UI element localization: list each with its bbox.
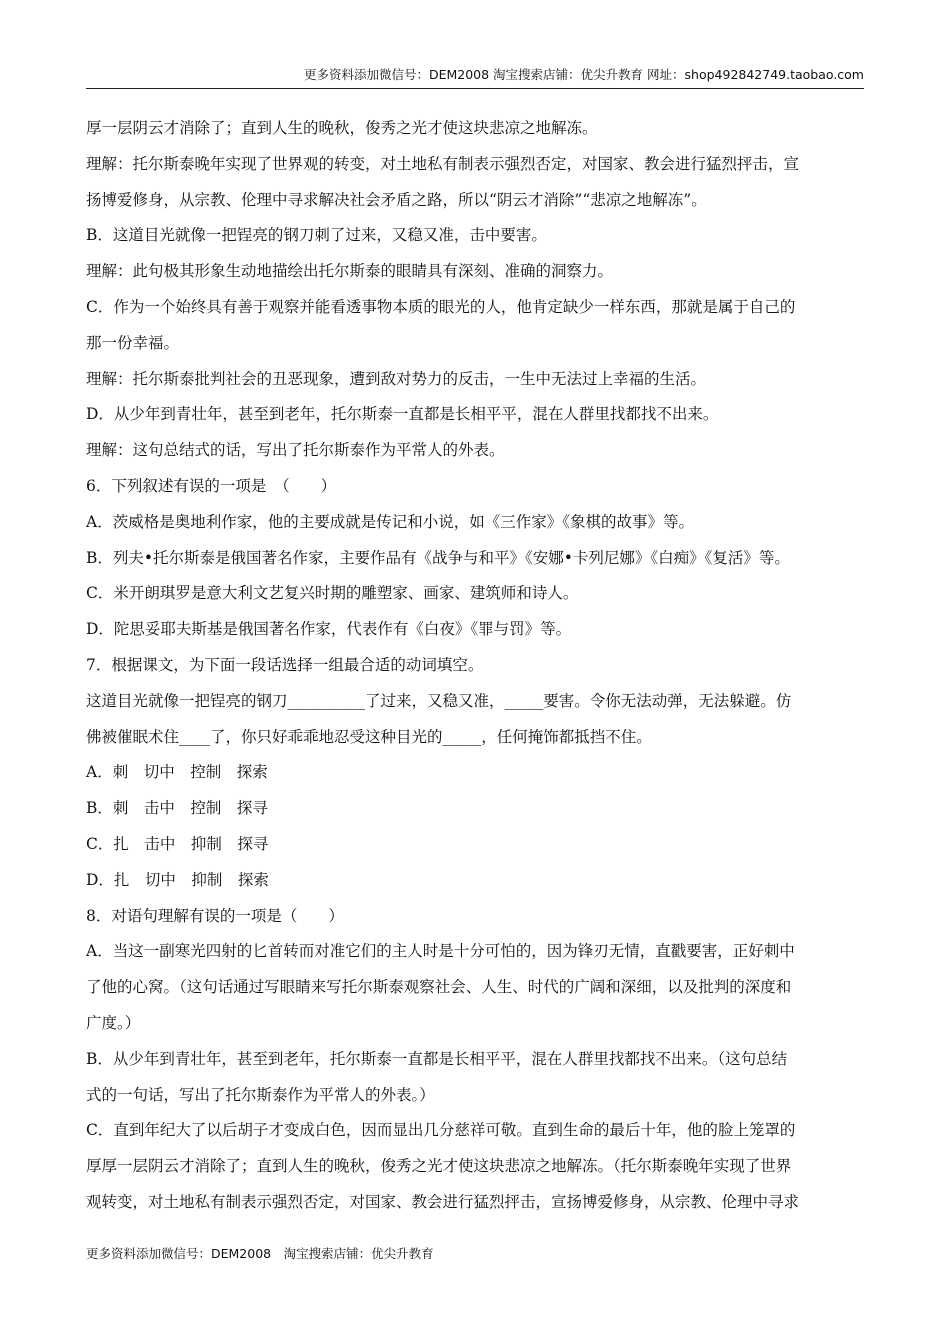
text-line: 式的一句话，写出了托尔斯泰作为平常人的外表。） — [86, 1085, 435, 1104]
option-line: D．陀思妥耶夫斯基是俄国著名作家，代表作有《白夜》《罪与罚》等。 — [86, 620, 572, 639]
option-line: C．米开朗琪罗是意大利文艺复兴时期的雕塑家、画家、建筑师和诗人。 — [86, 584, 579, 603]
text-line: 厚一层阴云才消除了；直到人生的晚秋，俊秀之光才使这块悲凉之地解冻。 — [86, 119, 598, 137]
question-8: 8．对语句理解有误的一项是（ ） — [86, 906, 344, 925]
text-line: 佛被催眠术住____了，你只好乖乖地忍受这种目光的_____，任何掩饰都抵挡不住。 — [86, 727, 652, 746]
option-line: C．扎 击中 抑制 探寻 — [86, 834, 269, 853]
text-line: D．从少年到青壮年，甚至到老年，托尔斯泰一直都是长相平平，混在人群里找都找不出来。 — [86, 405, 719, 424]
option-line: A．茨威格是奥地利作家，他的主要成就是传记和小说，如《三作家》《象棋的故事》等。 — [86, 512, 694, 531]
text-line: 广度。） — [86, 1013, 141, 1032]
text-line: B．这道目光就像一把锃亮的钢刀刺了过来，又稳又准，击中要害。 — [86, 226, 547, 245]
text-line: 理解：这句总结式的话，写出了托尔斯泰作为平常人的外表。 — [86, 441, 505, 460]
text-line: 了他的心窝。（这句话通过写眼睛来写托尔斯泰观察社会、人生、时代的广阔和深细，以及批判的深度和 — [86, 978, 792, 997]
question-7: 7．根据课文，为下面一段话选择一组最合适的动词填空。 — [86, 655, 484, 674]
text-line: 扬博爱修身，从宗教、伦理中寻求解决社会矛盾之路，所以“阴云才消除”“悲凉之地解冻”。 — [86, 190, 707, 209]
option-line: A．当这一副寒光四射的匕首转而对准它们的主人时是十分可怕的，因为锋刃无情，直戳要害，正好刺中 — [86, 942, 795, 961]
option-line: A．刺 切中 控制 探索 — [86, 763, 268, 782]
text-line: 理解：此句极其形象生动地描绘出托尔斯泰的眼睛具有深刻、准确的洞察力。 — [86, 262, 614, 281]
question-6: 6．下列叙述有误的一项是 （ ） — [86, 476, 337, 495]
text-line: 理解：托尔斯泰晚年实现了世界观的转变，对土地私有制表示强烈否定，对国家、教会进行猛烈抨击，宣 — [86, 154, 800, 173]
footer-text: 更多资料添加微信号：DEM2008 淘宝搜索店铺：优尖升教育 — [86, 1246, 434, 1261]
text-line: 厚厚一层阴云才消除了；直到人生的晚秋，俊秀之光才使这块悲凉之地解冻。（托尔斯泰晚年实现了世界 — [86, 1157, 792, 1176]
text-line: 理解：托尔斯泰批判社会的丑恶现象，遭到敌对势力的反击，一生中无法过上幸福的生活。 — [86, 369, 707, 388]
option-line: B．从少年到青壮年，甚至到老年，托尔斯泰一直都是长相平平，混在人群里找都找不出来。（这句总结 — [86, 1049, 788, 1068]
document-body — [86, 111, 864, 1221]
text-line: 观转变，对土地私有制表示强烈否定，对国家、教会进行猛烈抨击，宣扬博爱修身，从宗教、伦理中寻求 — [86, 1192, 800, 1211]
option-line: C．直到年纪大了以后胡子才变成白色，因而显出几分慈祥可敬。直到生命的最后十年，他的脸上笼罩的 — [86, 1121, 796, 1140]
text-line: C．作为一个始终具有善于观察并能看透事物本质的眼光的人，他肯定缺少一样东西，那就是属于自己的 — [86, 297, 796, 316]
option-line: D．扎 切中 抑制 探索 — [86, 870, 269, 889]
text-line: 这道目光就像一把锃亮的钢刀__________了过来，又稳又准，_____要害。令你无法动弹，无法躲避。仿 — [86, 691, 792, 710]
option-line: B．刺 击中 控制 探寻 — [86, 799, 268, 818]
option-line: B．列夫•托尔斯泰是俄国著名作家，主要作品有《战争与和平》《安娜•卡列尼娜》《白痴》《复活》等。 — [86, 548, 790, 567]
page-footer — [86, 1244, 434, 1262]
header-text: 更多资料添加微信号：DEM2008 淘宝搜索店铺：优尖升教育 网址：shop492842749.taobao.com — [303, 67, 864, 82]
text-line: 那一份幸福。 — [86, 333, 180, 352]
page-header — [86, 66, 864, 89]
